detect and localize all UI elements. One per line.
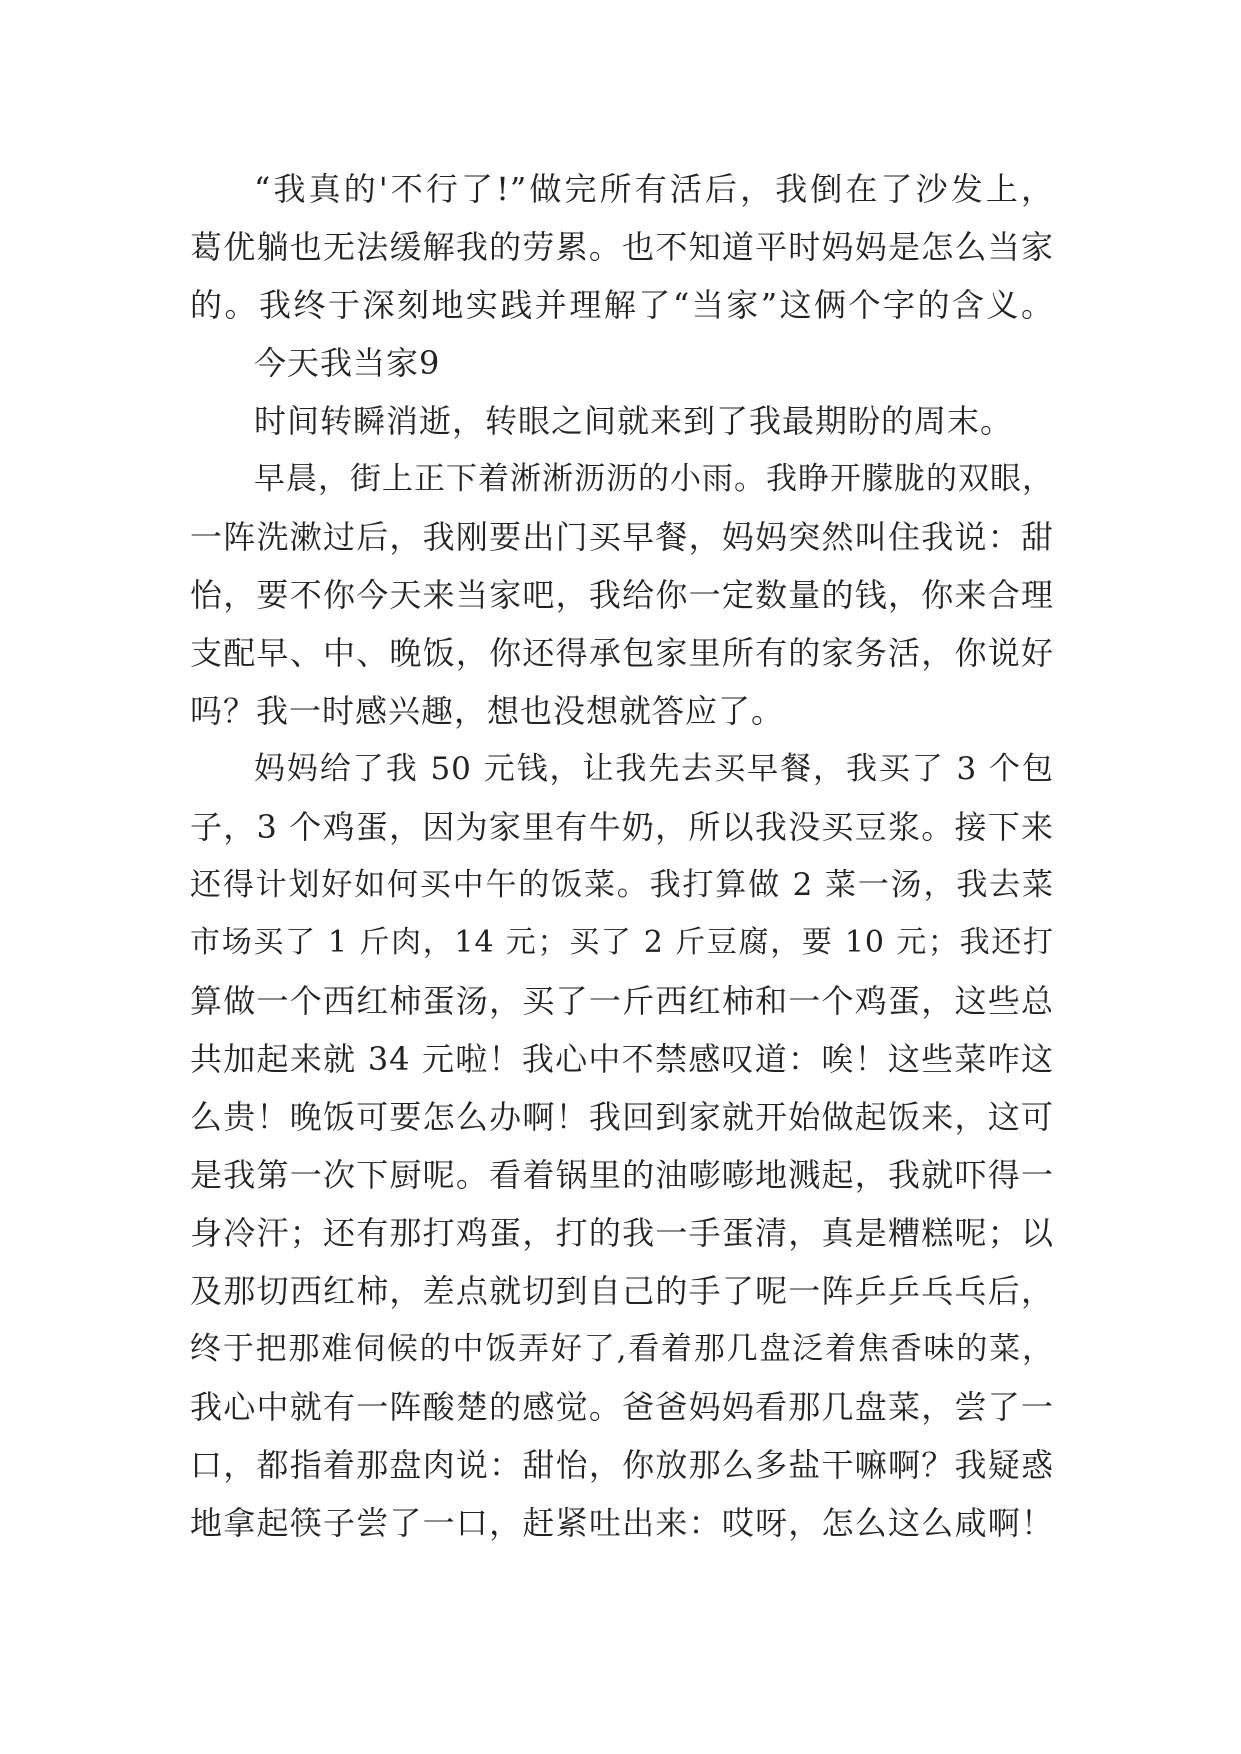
- text-line: 地拿起筷子尝了一口，赶紧吐出来：哎呀，怎么这么咸啊！: [190, 1504, 1054, 1542]
- text-line: 还得计划好如何买中午的饭菜。我打算做 2 菜一汤，我去菜: [190, 867, 1054, 903]
- text-line: 身冷汗；还有那打鸡蛋，打的我一手蛋清，真是糟糕呢；以: [190, 1214, 1054, 1252]
- text-line: “我真的'不行了!”做完所有活后，我倒在了沙发上，: [254, 170, 1054, 208]
- text-line: 及那切西红柿，差点就切到自己的手了呢一阵乒乒乓乓后，: [190, 1272, 1054, 1310]
- text-line: 支配早、中、晚饭，你还得承包家里所有的家务活，你说好: [190, 634, 1054, 672]
- text-line: 我心中就有一阵酸楚的感觉。爸爸妈妈看那几盘菜，尝了一: [190, 1388, 1054, 1426]
- text-line: 是我第一次下厨呢。看着锅里的油嘭嘭地溅起，我就吓得一: [190, 1156, 1054, 1194]
- text-line: 妈妈给了我 50 元钱，让我先去买早餐，我买了 3 个包: [254, 751, 1054, 787]
- text-line: 时间转瞬消逝，转眼之间就来到了我最期盼的周末。: [254, 402, 1014, 440]
- text-line: 共加起来就 34 元啦！我心中不禁感叹道：唉！这些菜咋这: [190, 1040, 1054, 1078]
- text-line: 吗？我一时感兴趣，想也没想就答应了。: [190, 692, 785, 730]
- text-line: 终于把那难伺候的中饭弄好了,看着那几盘泛着焦香味的菜，: [190, 1331, 1054, 1367]
- document-body: [190, 160, 1054, 1552]
- text-line: 今天我当家9: [254, 344, 441, 382]
- text-line: 早晨，街上正下着淅淅沥沥的小雨。我睁开朦胧的双眼，: [254, 461, 1054, 497]
- text-line: 怡，要不你今天来当家吧，我给你一定数量的钱，你来合理: [190, 576, 1054, 614]
- text-line: 算做一个西红柿蛋汤，买了一斤西红柿和一个鸡蛋，这些总: [190, 982, 1054, 1020]
- text-line: 子，3 个鸡蛋，因为家里有牛奶，所以我没买豆浆。接下来: [190, 808, 1054, 846]
- text-line: 的。我终于深刻地实践并理解了“当家”这俩个字的含义。: [190, 286, 1054, 324]
- text-line: 么贵！晚饭可要怎么办啊！我回到家就开始做起饭来，这可: [190, 1098, 1054, 1136]
- text-line: 葛优躺也无法缓解我的劳累。也不知道平时妈妈是怎么当家: [190, 228, 1054, 266]
- text-line: 市场买了 1 斤肉，14 元；买了 2 斤豆腐，要 10 元；我还打: [190, 925, 1054, 960]
- text-line: 一阵洗漱过后，我刚要出门买早餐，妈妈突然叫住我说：甜: [190, 518, 1054, 556]
- text-line: 口，都指着那盘肉说：甜怡，你放那么多盐干嘛啊？我疑惑: [190, 1446, 1054, 1484]
